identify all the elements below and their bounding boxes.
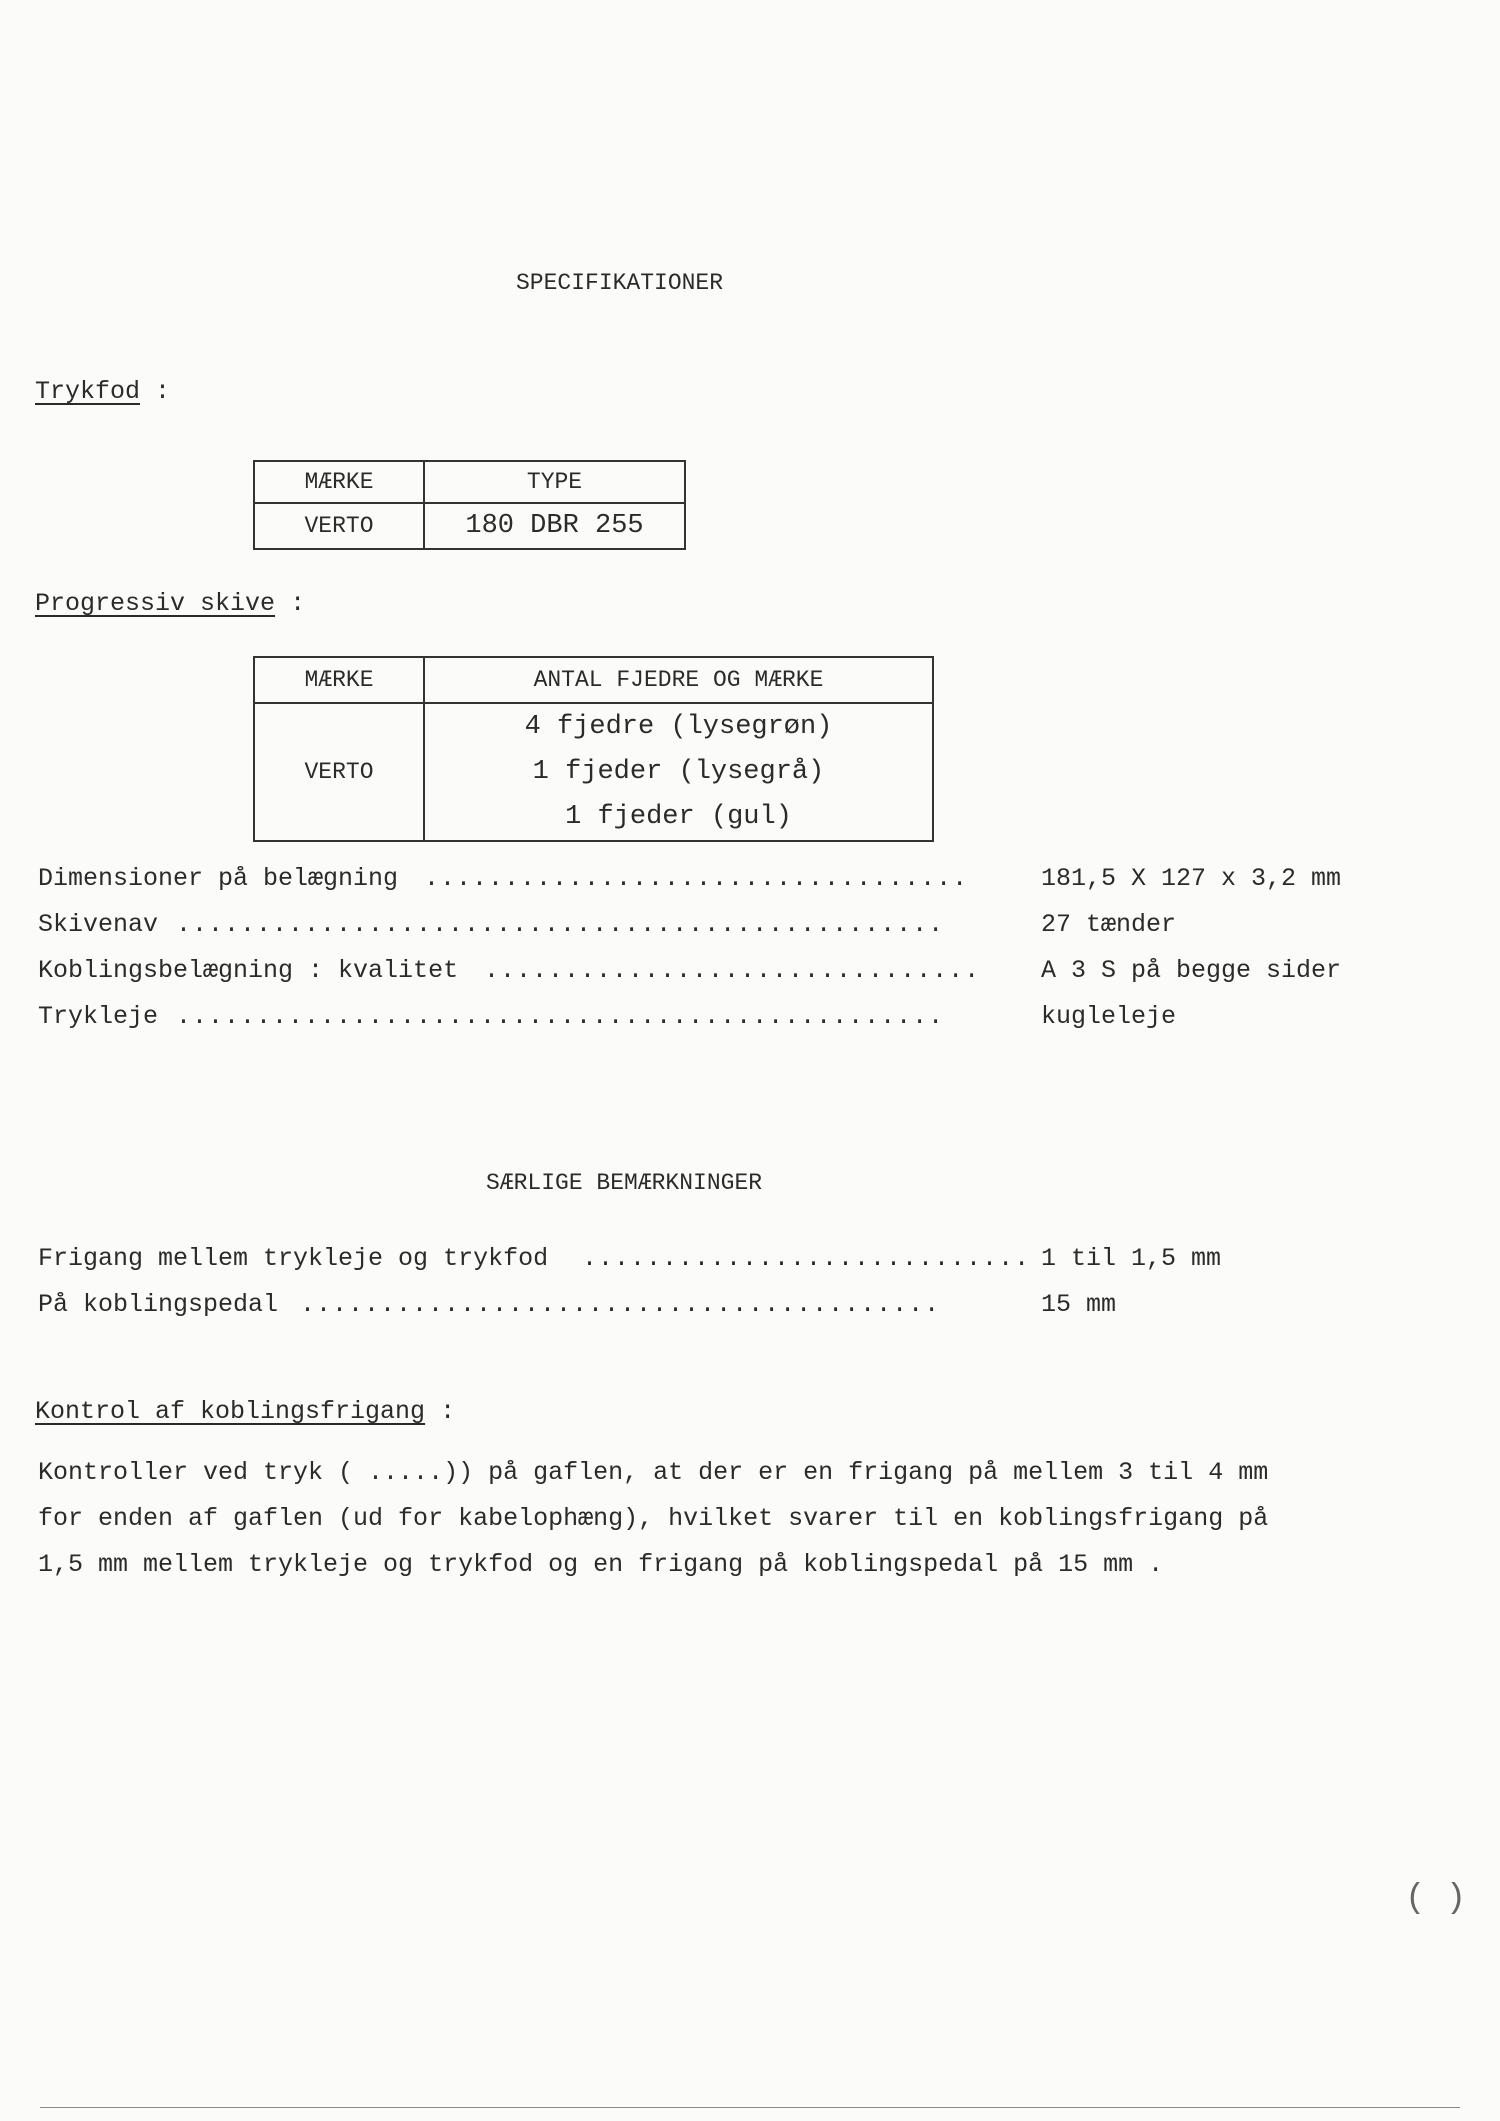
spring-line: 4 fjedre (lysegrøn)	[524, 711, 833, 742]
progressiv-table	[253, 656, 934, 842]
spec-leader-dots: ................................................	[176, 1002, 945, 1031]
remark-leader-dots: ............................	[582, 1244, 1031, 1273]
spec-value: 27 tænder	[1041, 910, 1177, 939]
remark-value: 15 mm	[1041, 1290, 1117, 1319]
progressiv-springs-cell	[424, 703, 933, 841]
spec-leader-dots: ...............................	[484, 956, 981, 985]
page-bottom-rule	[40, 2107, 1460, 2108]
spec-row	[38, 864, 1348, 898]
remark-value: 1 til 1,5 mm	[1041, 1244, 1222, 1273]
page-title: SPECIFIKATIONER	[516, 270, 724, 296]
spec-label: Skivenav	[38, 910, 159, 939]
trykfod-type: 180 DBR 255	[424, 503, 685, 549]
spring-line: 1 fjeder (lysegrå)	[532, 756, 825, 787]
spec-leader-dots: ................................................	[176, 910, 945, 939]
kontrol-line: 1,5 mm mellem trykleje og trykfod og en frigang på koblingspedal på 15 mm .	[38, 1550, 1164, 1579]
spec-label: Trykleje	[38, 1002, 159, 1031]
trykfod-heading: Trykfod	[35, 377, 141, 406]
remarks-heading: SÆRLIGE BEMÆRKNINGER	[486, 1170, 763, 1196]
remark-leader-dots: ........................................	[300, 1290, 941, 1319]
remark-label: Frigang mellem trykleje og trykfod	[38, 1244, 549, 1273]
trykfod-brand: VERTO	[254, 503, 424, 549]
spec-leader-dots: ..................................	[424, 864, 969, 893]
spec-value: A 3 S på begge sider	[1041, 956, 1342, 985]
kontrol-heading-line	[35, 1397, 455, 1426]
progressiv-heading-line	[35, 589, 305, 618]
trykfod-table	[253, 460, 686, 550]
spec-row	[38, 1002, 1348, 1036]
spec-value: kugleleje	[1041, 1002, 1177, 1031]
binding-hole-mark: ( )	[1405, 1880, 1467, 1918]
progressiv-heading: Progressiv skive	[35, 589, 276, 618]
progressiv-header-brand: MÆRKE	[254, 657, 424, 703]
progressiv-brand: VERTO	[254, 703, 424, 841]
remark-row	[38, 1244, 1348, 1278]
spec-value: 181,5 X 127 x 3,2 mm	[1041, 864, 1342, 893]
spec-row	[38, 956, 1348, 990]
kontrol-line: for enden af gaflen (ud for kabelophæng), hvilket svarer til en koblingsfrigang på	[38, 1504, 1269, 1533]
spec-label: Dimensioner på belægning	[38, 864, 399, 893]
progressiv-header-springs: ANTAL FJEDRE OG MÆRKE	[424, 657, 933, 703]
progressiv-colon: :	[290, 589, 306, 618]
kontrol-line: Kontroller ved tryk ( .....)) på gaflen, at der er en frigang på mellem 3 til 4 mm	[38, 1458, 1269, 1487]
remark-row	[38, 1290, 1348, 1324]
trykfod-header-brand: MÆRKE	[254, 461, 424, 503]
trykfod-header-type: TYPE	[424, 461, 685, 503]
kontrol-colon: :	[440, 1397, 456, 1426]
spec-label: Koblingsbelægning : kvalitet	[38, 956, 459, 985]
remark-label: På koblingspedal	[38, 1290, 279, 1319]
spec-row	[38, 910, 1348, 944]
trykfod-heading-line	[35, 377, 170, 406]
kontrol-heading: Kontrol af koblingsfrigang	[35, 1397, 426, 1426]
spring-line: 1 fjeder (gul)	[565, 801, 792, 832]
kontrol-paragraph	[38, 1450, 1328, 1588]
trykfod-colon: :	[155, 377, 171, 406]
